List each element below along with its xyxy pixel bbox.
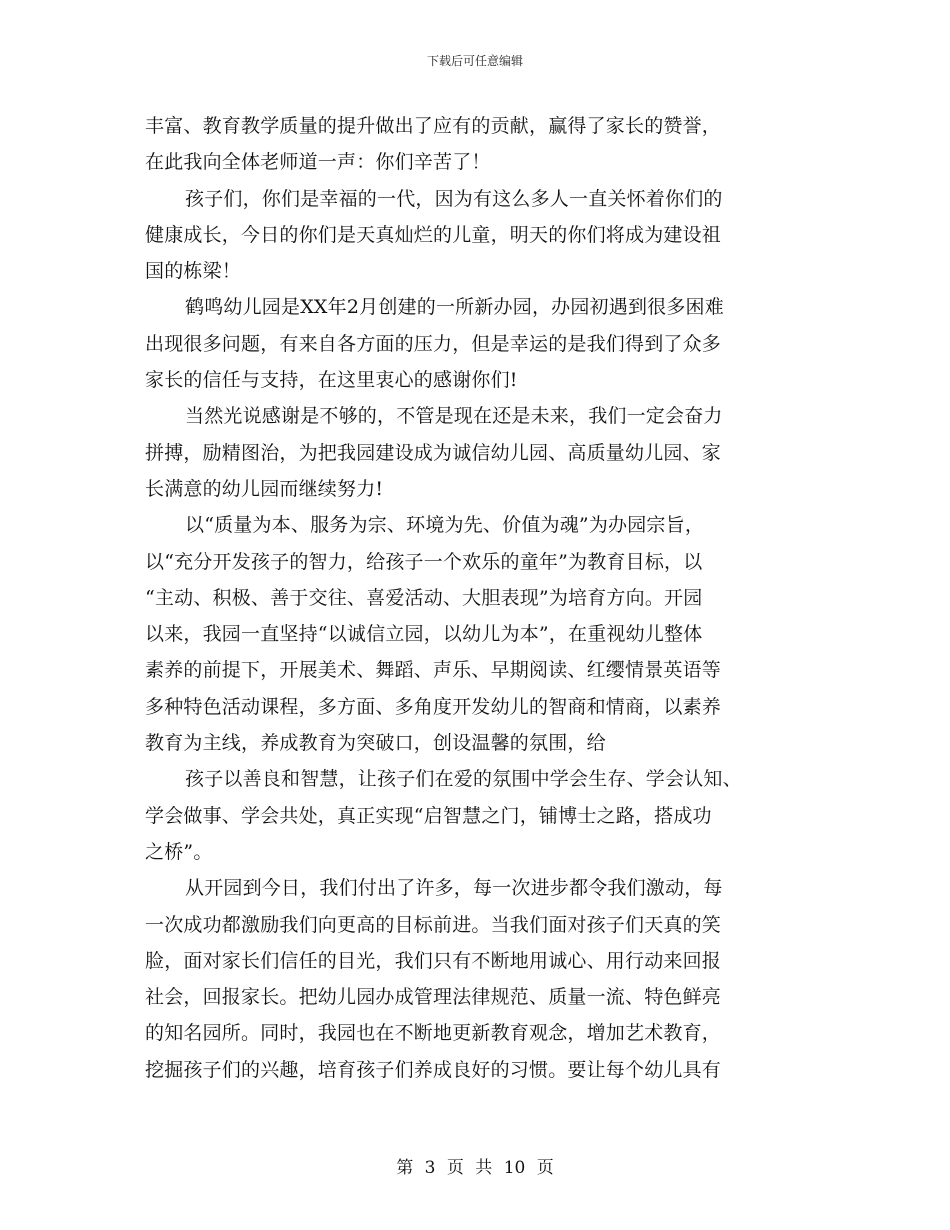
paragraph-first-line: 以“质量为本、服务为宗、环境为先、价值为魂”为办园宗旨， <box>185 514 705 537</box>
paragraph-line: 家长的信任与支持，在这里衷心的感谢你们! <box>145 369 518 392</box>
paragraph-line: 健康成长，今日的你们是天真灿烂的儿童，明天的你们将成为建设祖 <box>145 223 722 246</box>
paragraph-line: 教育为主线，养成教育为突破口，创设温馨的氛围，给 <box>145 732 606 755</box>
paragraph-line: 以来，我园一直坚持“以诚信立园，以幼儿为本”，在重视幼儿整体 <box>145 623 703 646</box>
paragraph-line: 长满意的幼儿园而继续努力! <box>145 477 384 500</box>
paragraph-line: 脸，面对家长们信任的目光，我们只有不断地用诚心、用行动来回报 <box>145 949 722 972</box>
paragraph-line: 多种特色活动课程，多方面、多角度开发幼儿的智商和情商，以素养 <box>145 695 722 718</box>
paragraph-line: 国的栋梁！ <box>145 260 242 283</box>
paragraph-line: 的知名园所。同时，我园也在不断地更新教育观念，增加艺术教育， <box>145 1022 722 1045</box>
paragraph-line: 学会做事、学会共处，真正实现“启智慧之门，铺博士之路，搭成功 <box>145 804 712 827</box>
paragraph-line: 一次成功都激励我们向更高的目标前进。当我们面对孩子们天真的笑 <box>145 913 722 936</box>
paragraph-first-line: 鹤鸣幼儿园是XX年2月创建的一所新办园，办园初遇到很多困难 <box>185 296 724 319</box>
page-number-footer: 第 3 页 共 10 页 <box>396 1158 554 1178</box>
page-header: 下载后可任意编辑 <box>426 54 523 68</box>
paragraph-line: 出现很多问题，有来自各方面的压力，但是幸运的是我们得到了众多 <box>145 332 722 355</box>
paragraph-line: “主动、积极、善于交往、喜爱活动、大胆表现”为培育方向。开园 <box>145 586 703 609</box>
paragraph-line: 之桥”。 <box>145 840 213 863</box>
paragraph-first-line: 从开园到今日，我们付出了许多，每一次进步都令我们激动，每 <box>185 877 723 900</box>
paragraph-line: 在此我向全体老师道一声：你们辛苦了！ <box>145 151 491 174</box>
paragraph-line: 丰富、教育教学质量的提升做出了应有的贡献，赢得了家长的赞誉， <box>145 115 722 137</box>
paragraph-line: 社会，回报家长。把幼儿园办成管理法律规范、质量一流、特色鲜亮 <box>145 986 722 1009</box>
paragraph-first-line: 当然光说感谢是不够的，不管是现在还是未来，我们一定会奋力 <box>185 405 723 428</box>
paragraph-line: 素养的前提下，开展美术、舞蹈、声乐、早期阅读、红缨情景英语等 <box>145 659 722 682</box>
paragraph-first-line: 孩子们，你们是幸福的一代，因为有这么多人一直关怀着你们的 <box>185 187 723 210</box>
paragraph-first-line: 孩子以善良和智慧，让孩子们在爱的氛围中学会生存、学会认知、 <box>185 768 742 791</box>
document-body <box>145 108 810 1088</box>
paragraph-line: 挖掘孩子们的兴趣，培育孩子们养成良好的习惯。要让每个幼儿具有 <box>145 1058 722 1081</box>
paragraph-line: 以“充分开发孩子的智力，给孩子一个欢乐的童年”为教育目标，以 <box>145 550 703 573</box>
paragraph-line: 拼搏，励精图治，为把我园建设成为诚信幼儿园、高质量幼儿园、家 <box>145 441 722 464</box>
